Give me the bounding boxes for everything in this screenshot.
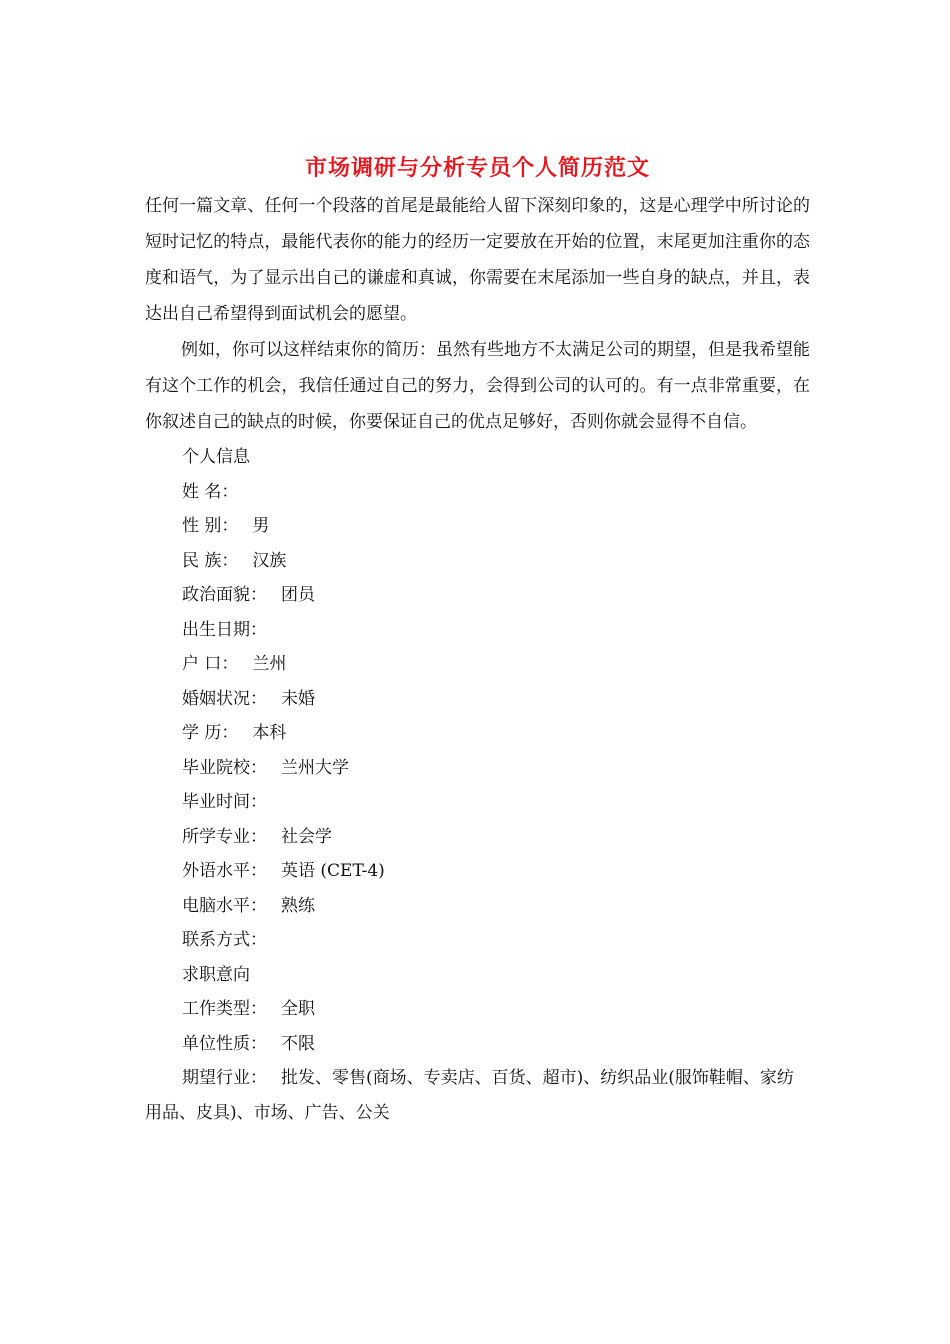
field-label: 毕业院校： (182, 757, 267, 778)
field-label: 工作类型： (182, 999, 267, 1019)
field-value: 不限 (281, 1033, 315, 1054)
field-value: 批发、零售(商场、专卖店、百货、超市)、纺织品业(服饰鞋帽、家纺用品、皮具)、市场、广告、公关 (145, 1068, 794, 1123)
field-label: 性 别： (182, 516, 239, 536)
field-value: 英语 (CET-4) (281, 861, 385, 881)
field-name (145, 475, 810, 510)
field-political-status (145, 578, 810, 613)
field-label: 政治面貌： (182, 585, 267, 605)
field-value: 社会学 (281, 826, 332, 847)
field-label: 出生日期： (182, 619, 267, 640)
field-marital-status (145, 682, 810, 717)
document-title: 市场调研与分析专员个人简历范文 (304, 155, 650, 181)
section-heading-personal: 个人信息 (182, 447, 250, 467)
field-label: 期望行业： (182, 1068, 267, 1088)
field-label: 婚姻状况： (182, 688, 267, 709)
section-heading-job: 求职意向 (182, 964, 250, 985)
field-value: 未婚 (281, 688, 315, 709)
field-label: 毕业时间： (182, 792, 267, 812)
field-company-type (145, 1027, 810, 1062)
field-value: 兰州大学 (281, 757, 349, 778)
field-school (145, 751, 810, 786)
field-label: 电脑水平： (182, 895, 267, 916)
intro-paragraph: 任何一篇文章、任何一个段落的首尾是最能给人留下深刻印象的，这是心理学中所讨论的短时记忆的特点，最能代表你的能力的经历一定要放在开始的位置，末尾更加注重你的态度和语气，为了显示出自己的谦虚和真诚，你需要在末尾添加一些自身的缺点，并且，表达出自己希望得到面试机会的愿望。 (145, 196, 810, 324)
field-label: 学 历： (182, 723, 239, 743)
field-computer-level (145, 889, 810, 924)
example-paragraph: 例如，你可以这样结束你的简历：虽然有些地方不太满足公司的期望，但是我希望能有这个工作的机会，我信任通过自己的努力，会得到公司的认可的。有一点非常重要，在你叙述自己的缺点的时候，你要保证自己的优点足够好，否则你就会显得不自信。 (145, 340, 810, 432)
field-expected-industry (145, 1061, 810, 1130)
document-page (145, 148, 810, 1130)
job-intention-list (145, 992, 810, 1130)
field-value: 兰州 (252, 654, 287, 674)
field-label: 外语水平： (182, 861, 267, 881)
field-graduation-date (145, 785, 810, 820)
field-gender (145, 509, 810, 544)
field-label: 联系方式： (182, 930, 267, 950)
personal-info-list (145, 475, 810, 958)
field-value: 汉族 (252, 550, 287, 571)
field-contact (145, 923, 810, 958)
field-value: 团员 (281, 585, 315, 605)
field-value: 全职 (281, 999, 315, 1019)
field-hukou (145, 647, 810, 682)
field-value: 熟练 (281, 895, 315, 916)
field-value: 男 (252, 516, 270, 536)
field-label: 单位性质： (182, 1033, 267, 1054)
field-education (145, 716, 810, 751)
field-label: 户 口： (182, 654, 239, 674)
field-major (145, 820, 810, 855)
field-birth-date (145, 613, 810, 648)
field-label: 所学专业： (182, 826, 267, 847)
field-job-type (145, 992, 810, 1027)
field-label: 民 族： (182, 550, 239, 571)
field-ethnicity (145, 544, 810, 579)
field-label: 姓 名： (182, 481, 239, 502)
field-value: 本科 (252, 723, 287, 743)
field-language-level (145, 854, 810, 889)
